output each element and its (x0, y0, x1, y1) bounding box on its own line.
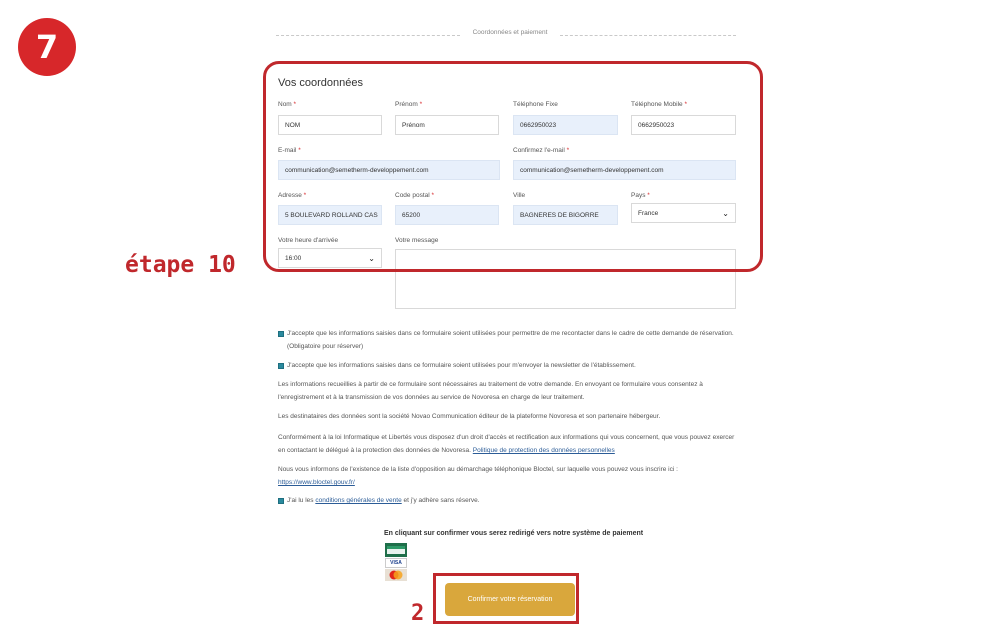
info-paragraph-3a: Conformément à la loi Informatique et Libertés vous disposez d'un droit d'accès et rectification aux informations qui vous concernent, que vous pouvez exercer (278, 434, 735, 441)
bloctel-link[interactable]: https://www.bloctel.gouv.fr/ (278, 479, 355, 486)
info-paragraph-1a: Les informations recueillies à partir de ce formulaire sont nécessaires au traitement de votre demande. En envoyant ce formulaire vous consentez à (278, 381, 703, 388)
info-paragraph-2: Les destinataires des données sont la société Novao Communication éditeur de la plateforme Novoresa et son partenaire hébergeur. (278, 413, 661, 420)
nom-input[interactable]: NOM (278, 115, 382, 135)
pays-value: France (638, 209, 659, 217)
payment-redirect-text: En cliquant sur confirmer vous serez redirigé vers notre système de paiement (384, 530, 644, 537)
code-postal-input[interactable]: 65200 (395, 205, 499, 225)
heure-value: 16:00 (285, 254, 302, 262)
cgv-text-pre: J'ai lu les (287, 497, 314, 504)
divider-right (560, 35, 736, 36)
consent-newsletter-text: J'accepte que les informations saisies dans ce formulaire soient utilisées pour m'envoyer la newsletter de l'établissement. (287, 362, 636, 369)
section-divider-title: Coordonnées et paiement (460, 29, 560, 36)
info-paragraph-1b: l'enregistrement et à la transmission de vos données au service de Novoresa en charge de leur traitement. (278, 394, 585, 401)
consent-newsletter-checkbox[interactable] (278, 363, 284, 369)
ville-input[interactable]: BAGNERES DE BIGORRE (513, 205, 618, 225)
label-adresse: Adresse * (278, 192, 307, 199)
button-annotation-number: 2 (411, 601, 425, 626)
cgv-link[interactable]: conditions générales de vente (315, 497, 402, 504)
label-pays: Pays * (631, 192, 650, 199)
cgv-text-post: et j'y adhère sans réserve. (403, 497, 480, 504)
adresse-input[interactable]: 5 BOULEVARD ROLLAND CAS (278, 205, 382, 225)
info-paragraph-3b-text: en contactant le délégué à la protection des données de Novoresa. (278, 447, 471, 454)
tel-fixe-input[interactable]: 0662950023 (513, 115, 618, 135)
prenom-input[interactable]: Prénom (395, 115, 499, 135)
info-paragraph-3b (278, 444, 615, 457)
chevron-down-icon: ⌄ (368, 253, 375, 263)
privacy-policy-link[interactable]: Politique de protection des données personnelles (472, 447, 615, 454)
consent-contact-text: J'accepte que les informations saisies dans ce formulaire soient utilisées pour permettre de me recontacter dans le cadre de cette demande de réservation. (287, 330, 734, 337)
mastercard-icon (385, 569, 407, 581)
label-prenom: Prénom * (395, 101, 423, 108)
label-tel-mobile: Téléphone Mobile * (631, 101, 688, 108)
consent-contact-checkbox[interactable] (278, 331, 284, 337)
visa-icon: VISA (385, 558, 407, 568)
card-icon (385, 543, 407, 557)
step-annotation-label: étape 10 (125, 252, 236, 278)
label-email-confirm: Confirmez l'e-mail * (513, 147, 570, 154)
label-message: Votre message (395, 237, 439, 244)
email-confirm-input[interactable]: communication@semetherm-developpement.com (513, 160, 736, 180)
label-email: E-mail * (278, 147, 301, 154)
label-heure: Votre heure d'arrivée (278, 237, 339, 244)
step-number-badge: 7 (18, 18, 76, 76)
consent-contact-required: (Obligatoire pour réserver) (287, 343, 364, 350)
label-code-postal: Code postal * (395, 192, 435, 199)
info-paragraph-4: Nous vous informons de l'existence de la liste d'opposition au démarchage téléphonique Bloctel, sur laquelle vous pouvez vous inscrire ici : (278, 466, 678, 473)
section-title: Vos coordonnées (278, 77, 364, 89)
label-nom: Nom * (278, 101, 297, 108)
confirm-reservation-button[interactable]: Confirmer votre réservation (445, 583, 575, 616)
highlight-frame-form (263, 61, 763, 272)
email-input[interactable]: communication@semetherm-developpement.com (278, 160, 500, 180)
divider-left (276, 35, 460, 36)
cgv-checkbox[interactable] (278, 498, 284, 504)
tel-mobile-input[interactable]: 0662950023 (631, 115, 736, 135)
label-ville: Ville (513, 192, 526, 199)
cgv-text (287, 494, 480, 507)
label-tel-fixe: Téléphone Fixe (513, 101, 558, 108)
chevron-down-icon: ⌄ (722, 208, 729, 218)
